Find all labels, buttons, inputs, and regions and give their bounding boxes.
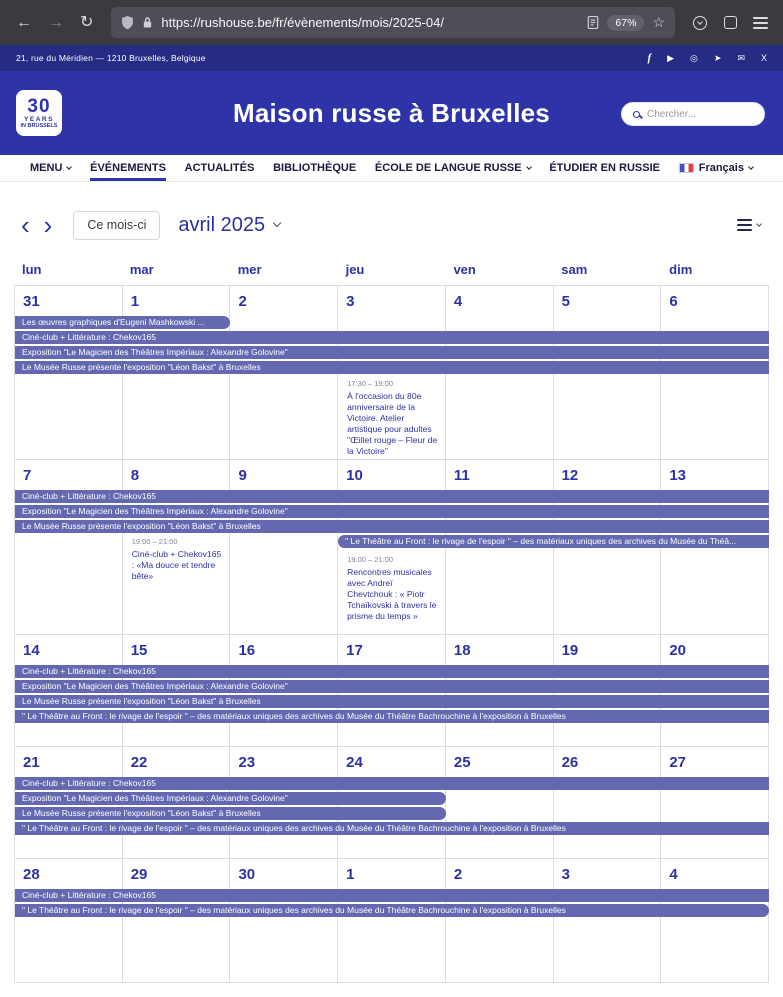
telegram-icon[interactable]: ➤: [713, 52, 722, 63]
email-icon[interactable]: ✉: [737, 52, 745, 63]
event-bar[interactable]: Les œuvres graphiques d'Eugeni Mashkowski ...: [15, 316, 230, 329]
nav-label: Français: [698, 162, 744, 174]
event-time: 19:00 – 21:00: [131, 537, 178, 546]
prev-month-button[interactable]: ‹: [21, 210, 30, 240]
day-number[interactable]: 5: [561, 293, 570, 310]
chevron-down-icon: [756, 221, 762, 227]
day-number[interactable]: 15: [130, 642, 148, 659]
day-number[interactable]: 12: [561, 467, 579, 484]
chevron-down-icon: [67, 164, 73, 170]
event-time: 19:00 – 21:00: [347, 555, 394, 564]
week-row: [15, 635, 769, 747]
week-row: [15, 747, 769, 859]
weekday-label: jeu: [345, 262, 365, 277]
weekday-header: [14, 262, 769, 277]
search-input[interactable]: [647, 109, 753, 120]
nav-ecole-de-langue[interactable]: [375, 155, 531, 181]
nav-etudier-en-russie[interactable]: ÉTUDIER EN RUSSIE: [549, 162, 660, 174]
search-icon: [633, 111, 640, 118]
day-number[interactable]: 7: [23, 467, 32, 484]
timed-event[interactable]: [123, 537, 231, 582]
zoom-indicator[interactable]: 67%: [607, 15, 644, 31]
main-nav: [0, 155, 783, 182]
event-bar[interactable]: Exposition "Le Magicien des Théâtres Impériaux : Alexandre Golovine": [15, 505, 769, 518]
shield-icon[interactable]: [121, 15, 134, 30]
chevron-down-icon: [273, 218, 281, 226]
day-number[interactable]: 13: [669, 467, 686, 484]
day-number[interactable]: 22: [130, 754, 148, 771]
x-twitter-icon[interactable]: X: [760, 52, 767, 63]
day-number[interactable]: 3: [561, 866, 570, 883]
week-row: [15, 460, 769, 635]
calendar-controls: [14, 206, 769, 244]
menu-icon[interactable]: [747, 10, 773, 36]
event-bar[interactable]: Exposition "Le Magicien des Théâtres Impériaux : Alexandre Golovine": [15, 346, 769, 359]
month-title-dropdown[interactable]: [178, 214, 280, 237]
list-view-icon: [737, 219, 752, 231]
extensions-icon[interactable]: [717, 10, 743, 36]
day-cell[interactable]: [15, 460, 123, 635]
event-bar[interactable]: Le Musée Russe présente l'exposition "Léon Bakst" à Bruxelles: [15, 807, 446, 820]
address-text: 21, rue du Méridien — 1210 Bruxelles, Belgique: [16, 53, 206, 63]
day-number[interactable]: 23: [238, 754, 256, 771]
timed-event[interactable]: [338, 379, 446, 457]
day-number[interactable]: 10: [346, 467, 363, 484]
page-title: Maison russe à Bruxelles: [233, 97, 550, 128]
event-bar[interactable]: Ciné-club + Littérature : Chekov165: [15, 777, 769, 790]
back-button[interactable]: ←: [16, 13, 32, 31]
pocket-icon[interactable]: [687, 10, 713, 36]
logo-text: YEARS: [24, 115, 54, 123]
event-bar[interactable]: Ciné-club + Littérature : Chekov165: [15, 889, 769, 902]
day-number[interactable]: 14: [23, 642, 40, 659]
day-number[interactable]: 9: [238, 467, 247, 484]
event-bar[interactable]: Ciné-club + Littérature : Chekov165: [15, 490, 769, 503]
day-number[interactable]: 4: [669, 866, 678, 883]
site-topbar: [0, 45, 783, 71]
reader-mode-icon[interactable]: [587, 16, 599, 29]
timed-event[interactable]: [338, 555, 446, 622]
event-bar[interactable]: Le Musée Russe présente l'exposition "Léon Bakst" à Bruxelles: [15, 361, 769, 374]
event-time: 17:30 – 19:00: [347, 379, 394, 388]
facebook-icon[interactable]: f: [647, 51, 652, 64]
day-number[interactable]: 21: [23, 754, 40, 771]
nav-label: MENU: [30, 162, 63, 174]
this-month-button[interactable]: Ce mois-ci: [73, 211, 160, 240]
week-row: [15, 859, 769, 983]
event-title: À l'occasion du 80e anniversaire de la Victoire. Atelier artistique pour adultes "Œillet rouge – Fleur de la Victoire": [347, 391, 438, 456]
chevron-down-icon: [526, 164, 532, 170]
nav-menu[interactable]: [30, 155, 71, 181]
instagram-icon[interactable]: ◎: [690, 52, 698, 63]
day-number[interactable]: 27: [669, 754, 686, 771]
day-cell[interactable]: [230, 460, 338, 635]
event-bar[interactable]: " Le Théâtre au Front : le rivage de l'espoir " – des matériaux uniques des archives du Musée du Théâ...: [338, 535, 769, 548]
event-title: Ciné-club + Chekov165 : «Ma douce et tendre bête»: [131, 549, 222, 581]
day-number[interactable]: 31: [23, 293, 40, 310]
forward-button[interactable]: →: [48, 13, 64, 31]
day-number[interactable]: 28: [23, 866, 40, 883]
social-links: [647, 53, 767, 64]
day-number[interactable]: 8: [130, 467, 140, 484]
week-row: [15, 286, 769, 460]
url-bar[interactable]: [111, 7, 675, 38]
nav-evenements[interactable]: ÉVÉNEMENTS: [90, 155, 166, 181]
month-title: avril 2025: [178, 213, 266, 236]
event-bar[interactable]: Exposition "Le Magicien des Théâtres Impériaux : Alexandre Golovine": [15, 680, 769, 693]
day-number[interactable]: 2: [453, 866, 463, 883]
event-bar[interactable]: Ciné-club + Littérature : Chekov165: [15, 665, 769, 678]
day-number[interactable]: 6: [669, 293, 678, 310]
event-bar[interactable]: Ciné-club + Littérature : Chekov165: [15, 331, 769, 344]
day-number[interactable]: 17: [346, 642, 363, 659]
weekday-label: lun: [22, 262, 42, 277]
calendar-grid: [14, 285, 769, 983]
day-number[interactable]: 11: [453, 467, 470, 484]
event-bar[interactable]: Le Musée Russe présente l'exposition "Léon Bakst" à Bruxelles: [15, 695, 769, 708]
day-number[interactable]: 29: [130, 866, 148, 883]
event-bar[interactable]: Le Musée Russe présente l'exposition "Léon Bakst" à Bruxelles: [15, 520, 769, 533]
nav-bibliotheque[interactable]: BIBLIOTHÈQUE: [273, 162, 357, 174]
day-number[interactable]: 24: [346, 754, 363, 771]
day-number[interactable]: 4: [453, 293, 463, 310]
nav-actualites[interactable]: ACTUALITÉS: [184, 162, 255, 174]
view-selector[interactable]: [737, 219, 769, 231]
search-box[interactable]: [621, 102, 765, 126]
lock-icon: [142, 16, 153, 29]
youtube-icon[interactable]: ▶: [667, 52, 675, 63]
logo-text: IN BRUSSELS: [20, 123, 58, 129]
next-month-button[interactable]: ›: [43, 210, 53, 240]
weekday-label: ven: [453, 262, 476, 277]
day-number[interactable]: 1: [346, 866, 355, 883]
weekday-label: sam: [561, 262, 588, 277]
french-flag-icon: [679, 163, 694, 173]
weekday-label: mer: [237, 262, 262, 277]
day-number[interactable]: 30: [238, 866, 256, 883]
day-number[interactable]: 16: [238, 642, 256, 659]
day-number[interactable]: 25: [453, 754, 471, 771]
event-bar[interactable]: Exposition "Le Magicien des Théâtres Impériaux : Alexandre Golovine": [15, 792, 446, 805]
event-title: Rencontres musicales avec Andreï Chevtchouk : « Piotr Tchaïkovski à travers le prisme du temps »: [347, 567, 437, 621]
bookmark-star-icon[interactable]: ☆: [652, 14, 665, 30]
event-bar[interactable]: " Le Théâtre au Front : le rivage de l'espoir " – des matériaux uniques des archives du Musée du Théâtre Bachrouchine à l'exposition à Bruxelles: [15, 822, 769, 835]
weekday-label: mar: [129, 262, 154, 277]
site-logo[interactable]: [16, 90, 62, 136]
event-bar[interactable]: " Le Théâtre au Front : le rivage de l'espoir " – des matériaux uniques des archives du Musée du Théâtre Bachrouchine à l'exposition à Bruxelles: [15, 904, 769, 917]
weekday-label: dim: [669, 262, 693, 277]
day-number[interactable]: 19: [561, 642, 579, 659]
url-text[interactable]: https://rushouse.be/fr/évènements/mois/2025-04/: [161, 15, 444, 30]
day-number[interactable]: 3: [346, 293, 355, 310]
nav-label: ÉCOLE DE LANGUE RUSSE: [374, 162, 522, 174]
logo-text: 30: [27, 95, 51, 117]
day-number[interactable]: 2: [238, 293, 247, 310]
nav-language-selector[interactable]: [679, 155, 753, 181]
site-header: [0, 71, 783, 155]
reload-button[interactable]: ↻: [80, 13, 94, 31]
chevron-down-icon: [748, 164, 754, 170]
event-bar[interactable]: " Le Théâtre au Front : le rivage de l'espoir " – des matériaux uniques des archives du Musée du Théâtre Bachrouchine à l'exposition à Bruxelles: [15, 710, 769, 723]
day-number[interactable]: 18: [453, 642, 471, 659]
browser-toolbar: [0, 0, 783, 45]
day-number[interactable]: 26: [561, 754, 579, 771]
day-number[interactable]: 1: [130, 293, 140, 310]
day-number[interactable]: 20: [669, 642, 686, 659]
